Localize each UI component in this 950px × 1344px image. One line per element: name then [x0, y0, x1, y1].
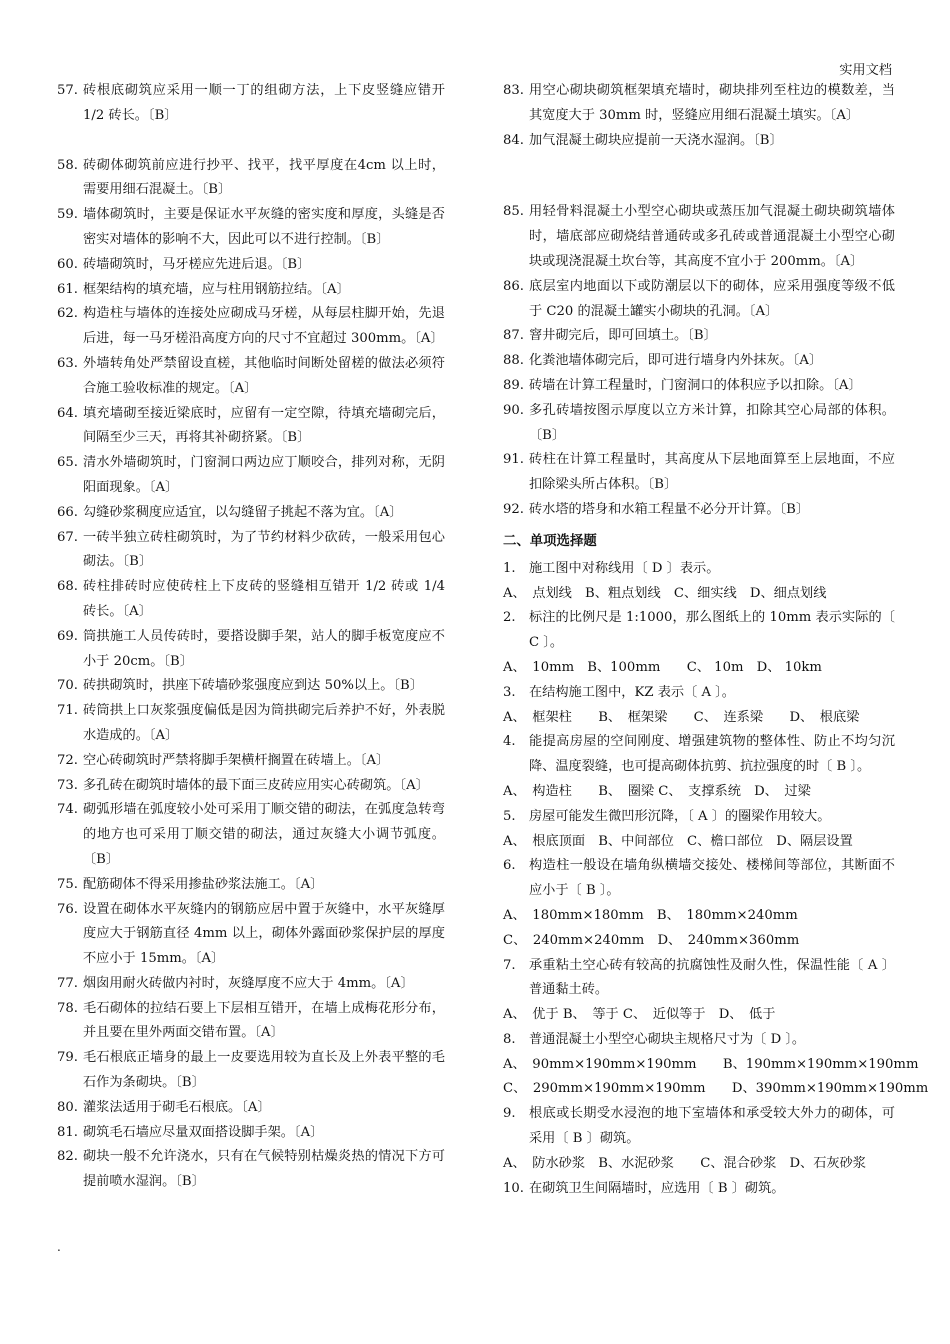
question-text: 砖柱在计算工程量时，其高度从下层地面算至上层地面，不应扣除梁头所占体积。〔B〕 [529, 452, 895, 493]
mc-options: A、 点划线 B、粗点划线 C、细实线 D、细点划线 [503, 585, 827, 601]
question-item [57, 402, 445, 452]
mc-number: 1. [503, 560, 516, 576]
question-item [57, 203, 445, 253]
mc-number: 5. [503, 808, 516, 824]
mc-text: 构造柱一般设在墙角纵横墙交接处、楼梯间等部位，其断面不应小于〔 B 〕。 [529, 858, 895, 899]
question-text: 填充墙砌至接近梁底时，应留有一定空隙，待填充墙砌完后，间隔至少三天，再将其补砌挤紧。〔B〕 [83, 405, 445, 446]
question-number: 63. [57, 355, 78, 371]
question-item [57, 526, 445, 576]
question-item [57, 898, 445, 972]
question-text: 框架结构的填充墙，应与柱用钢筋拉结。〔A〕 [83, 281, 350, 297]
mc-options: A、 优于 B、 等于 C、 近似等于 D、 低于 [503, 1007, 776, 1023]
question-item [57, 1096, 445, 1121]
question-number: 66. [57, 504, 78, 520]
question-number: 83. [503, 83, 524, 98]
question-item [57, 302, 445, 352]
mc-text: 能提高房屋的空间刚度、增强建筑物的整体性、防止不均匀沉降、温度裂缝，也可提高砌体抗剪、抗拉强度的时〔 B 〕。 [529, 734, 895, 775]
question-item [57, 699, 445, 749]
mc-number: 8. [503, 1031, 516, 1047]
question-text: 设置在砌体水平灰缝内的钢筋应居中置于灰缝中，水平灰缝厚度应大于钢筋直径 4mm 以上，砌体外露面砂浆保护层的厚度不应小于 15mm。〔A〕 [83, 901, 445, 967]
question-text: 毛石砌体的拉结石要上下层相互错开，在墙上成梅花形分布，并且要在里外两面交错布置。〔A〕 [83, 1000, 445, 1041]
question-item [57, 451, 445, 501]
question-text: 毛石根底正墙身的最上一皮要选用较为直长及上外表平整的毛石作为条砌块。〔B〕 [83, 1050, 445, 1091]
question-number: 73. [57, 777, 78, 793]
page-header-tag: 实用文档 [839, 63, 892, 78]
mc-text: 普通混凝土小型空心砌块主规格尺寸为〔 D 〕。 [529, 1031, 806, 1047]
mc-number: 10. [503, 1180, 524, 1196]
question-text: 清水外墙砌筑时，门窗洞口两边应丁顺咬合，排列对称，无阴阳面现象。〔A〕 [83, 455, 445, 495]
question-number: 89. [503, 377, 524, 393]
question-number: 57. [57, 83, 78, 98]
question-item [57, 352, 445, 402]
question-number: 86. [503, 278, 524, 294]
mc-question [503, 606, 895, 656]
question-text: 多孔砖在砌筑时墙体的最下面三皮砖应用实心砖砌筑。〔A〕 [83, 777, 429, 793]
question-item [57, 749, 445, 774]
question-text: 外墙转角处严禁留设直槎，其他临时间断处留槎的做法必须符合施工验收标准的规定。〔A〕 [83, 355, 445, 396]
question-text: 用轻骨料混凝土小型空心砌块或蒸压加气混凝土砌块砌筑墙体时，墙底部应砌烧结普通砖或多孔砖或普通混凝土小型空心砌块或现浇混凝土坎台等，其高度不宜小于 200mm。〔A〕 [529, 204, 895, 269]
right-column [503, 79, 929, 1201]
question-item [57, 278, 445, 303]
question-number: 58. [57, 157, 78, 173]
question-number: 76. [57, 901, 78, 917]
question-number: 70. [57, 678, 78, 694]
question-item [57, 972, 445, 997]
question-number: 72. [57, 752, 78, 768]
mc-number: 3. [503, 684, 516, 700]
mc-question [503, 557, 895, 582]
question-number: 64. [57, 405, 78, 421]
mc-options: A、 防水砂浆 B、水泥砂浆 C、混合砂浆 D、石灰砂浆 [503, 1155, 866, 1171]
mc-number: 2. [503, 610, 516, 626]
question-item [503, 374, 895, 399]
question-item [503, 349, 895, 374]
mc-text: 在结构施工图中，KZ 表示〔 A 〕。 [529, 684, 735, 700]
question-number: 61. [57, 281, 78, 297]
question-number: 91. [503, 452, 524, 468]
question-number: 75. [57, 876, 78, 892]
question-item [503, 275, 895, 325]
question-text: 多孔砖墙按图示厚度以立方米计算，扣除其空心局部的体积。〔B〕 [529, 402, 895, 443]
question-number: 65. [57, 455, 78, 471]
mc-question [503, 1028, 895, 1053]
mc-question [503, 1102, 895, 1152]
question-text: 砖筒拱上口灰浆强度偏低是因为筒拱砌完后养护不好，外表脱水造成的。〔A〕 [83, 703, 445, 743]
question-text: 砌块一般不允许浇水，只有在气候特别枯燥炎热的情况下方可提前喷水湿润。〔B〕 [83, 1149, 445, 1190]
mc-text: 在砌筑卫生间隔墙时，应选用〔 B 〕砌筑。 [529, 1180, 785, 1196]
question-item [57, 253, 445, 278]
mc-options: C、 240mm×240mm D、 240mm×360mm [503, 932, 800, 948]
question-number: 78. [57, 1000, 78, 1016]
question-text: 空心砖砌筑时严禁将脚手架横杆搁置在砖墙上。〔A〕 [83, 752, 390, 768]
question-item [503, 200, 895, 274]
mc-number: 6. [503, 858, 516, 874]
question-text: 砖根底砌筑应采用一顺一丁的组砌方法，上下皮竖缝应错开 1/2 砖长。〔B〕 [83, 83, 445, 123]
mc-question [503, 805, 895, 830]
question-number: 60. [57, 256, 78, 272]
mc-number: 4. [503, 734, 516, 750]
question-item [503, 498, 895, 523]
question-number: 67. [57, 529, 78, 545]
question-item [57, 1145, 445, 1195]
mc-text: 承重粘土空心砖有较高的抗腐蚀性及耐久性，保温性能〔 A 〕普通黏土砖。 [529, 957, 895, 998]
question-text: 窨井砌完后，即可回填土。〔B〕 [529, 328, 717, 344]
mc-number: 7. [503, 957, 516, 973]
spacer [503, 153, 895, 200]
question-text: 底层室内地面以下或防潮层以下的砌体，应采用强度等级不低于 C20 的混凝土罐实小砌块的孔洞。〔A〕 [529, 278, 895, 319]
question-item [503, 448, 895, 498]
question-item [57, 1121, 445, 1146]
question-item [57, 154, 445, 204]
mc-question [503, 1177, 895, 1202]
question-number: 77. [57, 975, 78, 991]
question-text: 砌弧形墙在弧度较小处可采用丁顺交错的砌法，在弧度急转弯的地方也可采用丁顺交错的砌法，通过灰缝大小调节弧度。〔B〕 [83, 802, 445, 867]
question-number: 87. [503, 328, 524, 344]
question-text: 砖砌体砌筑前应进行抄平、找平，找平厚度在4cm 以上时，需要用细石混凝土。〔B〕 [83, 157, 445, 198]
mc-question [503, 681, 895, 706]
question-text: 砌筑毛石墙应尽量双面搭设脚手架。〔A〕 [83, 1124, 324, 1140]
question-item [57, 625, 445, 675]
question-item [503, 79, 895, 129]
question-number: 82. [57, 1149, 78, 1165]
question-number: 80. [57, 1099, 78, 1115]
question-number: 85. [503, 204, 524, 220]
mc-text: 房屋可能发生微凹形沉降，〔 A 〕的圈梁作用较大。 [529, 808, 831, 824]
mc-text: 标注的比例尺是 1:1000，那么图纸上的 10mm 表示实际的〔 C 〕。 [529, 610, 895, 651]
question-number: 69. [57, 628, 78, 644]
question-item [57, 997, 445, 1047]
question-text: 化粪池墙体砌完后，即可进行墙身内外抹灰。〔A〕 [529, 353, 823, 369]
question-text: 一砖半独立砖柱砌筑时，为了节约材料少砍砖，一般采用包心砌法。〔B〕 [83, 529, 445, 570]
question-number: 92. [503, 501, 524, 517]
mc-options: A、 180mm×180mm B、 180mm×240mm [503, 907, 798, 923]
question-number: 68. [57, 579, 78, 595]
mc-text: 根底或长期受水浸泡的地下室墙体和承受较大外力的砌体，可采用〔 B 〕砌筑。 [529, 1106, 895, 1147]
question-number: 90. [503, 402, 524, 418]
question-number: 79. [57, 1050, 78, 1066]
question-item [57, 79, 445, 129]
question-item [503, 324, 895, 349]
mc-options: A、 框架柱 B、 框架梁 C、 连系梁 D、 根底梁 [503, 709, 860, 725]
question-text: 勾缝砂浆稠度应适宜，以勾缝留子挑起不落为宜。〔A〕 [83, 504, 403, 520]
question-number: 59. [57, 207, 78, 223]
mc-options: A、 10mm B、100mm C、 10m D、 10km [503, 659, 822, 675]
mc-text: 施工图中对称线用〔 D 〕表示。 [529, 560, 720, 576]
question-item [503, 399, 895, 449]
question-text: 砖墙砌筑时，马牙槎应先进后退。〔B〕 [83, 256, 311, 272]
question-number: 74. [57, 802, 78, 818]
question-text: 烟囱用耐火砖做内衬时，灰缝厚度不应大于 4mm。〔A〕 [83, 975, 414, 991]
question-number: 81. [57, 1124, 78, 1140]
question-text: 砖水塔的塔身和水箱工程量不必分开计算。〔B〕 [529, 501, 810, 517]
question-text: 加气混凝土砌块应提前一天浇水湿润。〔B〕 [529, 132, 783, 148]
question-item [57, 873, 445, 898]
question-number: 62. [57, 306, 78, 322]
question-text: 筒拱施工人员传砖时，要搭设脚手架，站人的脚手板宽度应不小于 20cm。〔B〕 [83, 628, 445, 669]
mc-options: A、 根底顶面 B、中间部位 C、檐口部位 D、隔层设置 [503, 833, 853, 849]
section-title: 二、单项选择题 [503, 533, 597, 549]
question-item [57, 674, 445, 699]
question-item [57, 798, 445, 872]
question-item [57, 774, 445, 799]
spacer [57, 129, 445, 154]
question-text: 配筋砌体不得采用掺盐砂浆法施工。〔A〕 [83, 876, 324, 892]
mc-question [503, 954, 895, 1004]
question-text: 灌浆法适用于砌毛石根底。〔A〕 [83, 1099, 271, 1115]
question-text: 砖柱排砖时应使砖柱上下皮砖的竖缝相互错开 1/2 砖或 1/4 砖长。〔A〕 [83, 579, 445, 619]
question-item [57, 1046, 445, 1096]
question-text: 砖墙在计算工程量时，门窗洞口的体积应予以扣除。〔A〕 [529, 377, 862, 393]
left-column [57, 79, 445, 1195]
question-text: 构造柱与墙体的连接处应砌成马牙槎，从每层柱脚开始，先退后进，每一马牙槎沿高度方向的尺寸不宜超过 300mm。〔A〕 [83, 306, 445, 347]
mc-options: A、 90mm×190mm×190mm B、190mm×190mm×190mm [503, 1056, 919, 1072]
mc-options: C、 290mm×190mm×190mm D、390mm×190mm×190mm [503, 1081, 929, 1097]
question-number: 84. [503, 132, 524, 148]
mc-number: 9. [503, 1106, 516, 1122]
question-text: 墙体砌筑时，主要是保证水平灰缝的密实度和厚度，头缝是否密实对墙体的影响不大，因此可以不进行控制。〔B〕 [83, 207, 445, 247]
question-text: 用空心砌块砌筑框架填充墙时，砌块排列至柱边的模数差，当其宽度大于 30mm 时，竖缝应用细石混凝土填实。〔A〕 [529, 83, 895, 123]
question-number: 88. [503, 353, 524, 369]
question-item [503, 129, 895, 154]
question-item [57, 575, 445, 625]
footer-mark: . [57, 1240, 61, 1254]
mc-options: A、 构造柱 B、 圈梁 C、 支撑系统 D、 过梁 [503, 783, 811, 799]
question-item [57, 501, 445, 526]
question-text: 砖拱砌筑时，拱座下砖墙砂浆强度应到达 50%以上。〔B〕 [83, 678, 423, 694]
mc-question [503, 854, 895, 904]
question-number: 71. [57, 703, 78, 719]
mc-question [503, 730, 895, 780]
